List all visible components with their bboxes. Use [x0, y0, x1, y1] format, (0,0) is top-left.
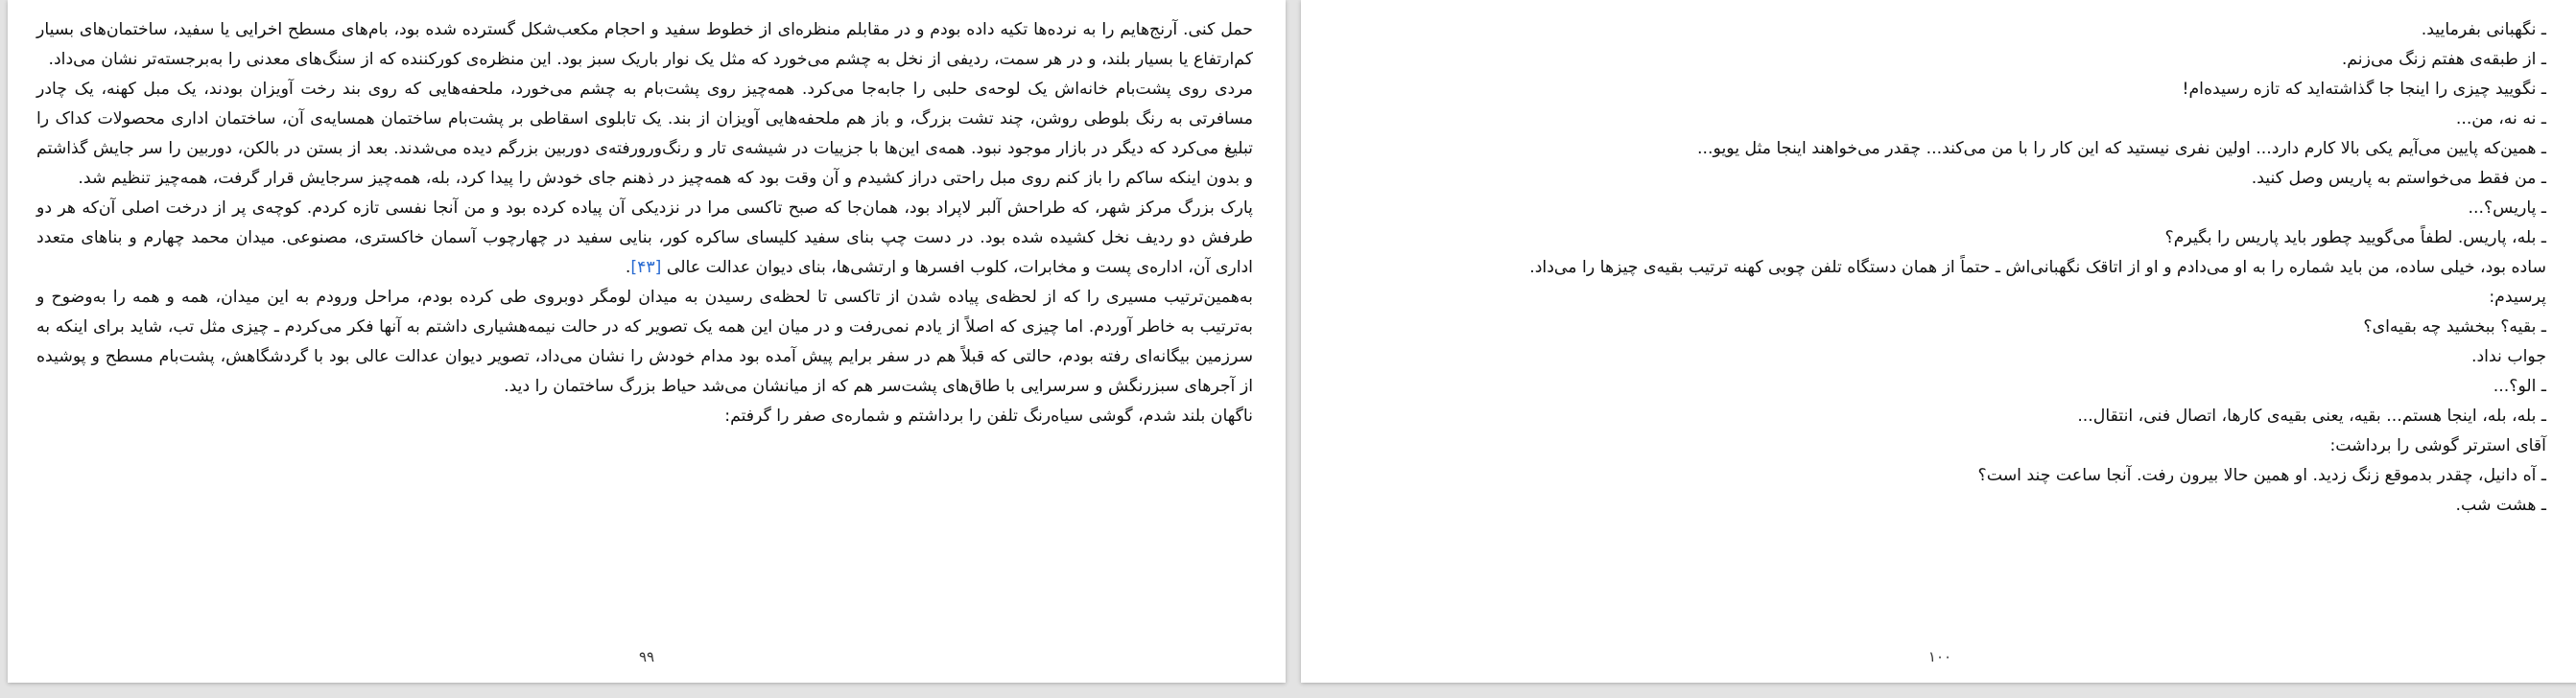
dialogue-line: ـ الو؟...: [2493, 377, 2546, 396]
dialogue-line: ـ همین‌که پایین می‌آیم یکی بالا کارم دارد... اولین نفری نیستید که این کار را با من می‌کند... چقدر می‌خواهند اینجا مثل یویو...: [1697, 139, 2546, 158]
book-page-right: [1301, 0, 2576, 683]
dialogue-line: ـ آه دانیل، چقدر بدموقع زنگ زدید. او همین حالا بیرون رفت. آنجا ساعت چند است؟: [1977, 466, 2546, 485]
narration-line: ساده بود، خیلی ساده، من باید شماره را به او می‌دادم و او از اتاقک نگهبانی‌اش ـ حتماً از همان دستگاه تلفن چوبی کهنه ترتیب بقیه‌ی چیزها را می‌داد.: [1529, 258, 2546, 277]
paragraph: ناگهان بلند شدم، گوشی سیاه‌رنگ تلفن را برداشتم و شماره‌ی صفر را گرفتم:: [724, 407, 1253, 426]
dialogue-line: ـ نه نه، من...: [2455, 109, 2546, 128]
dialogue-line: ـ بقیه؟ ببخشید چه بقیه‌ای؟: [2363, 317, 2546, 337]
dialogue-line: ـ پاریس؟...: [2468, 198, 2546, 218]
paragraph: مردی روی پشت‌بام خانه‌اش یک لوحه‌ی حلبی را جابه‌جا می‌کرد. همه‌چیز روی پشت‌بام به چشم می‌خورد، ملحفه‌هایی که روی بند رخت آویزان بودند، یک مبل کهنه، یک چادر مسافرتی به رنگ بلوطی روشن، چند تشت بزرگ، و باز هم ملحفه‌هایی آویزان از بند. یک تابلوی اسقاطی بر پشت‌بام ساختمان همسایه‌ی آن، ساختمان اداری محصولات کداک را تبلیغ می‌کرد که دیگر در بازار موجود نبود. همه‌ی این‌ها با جزییات در شیشه‌ی تار و رنگ‌ورورفته‌ی دوربین بزرگم دیده می‌شدند. بعد از بستن در بالکن، دوربین را سر جایش گذاشتم و بدون اینکه ساکم را باز کنم روی مبل راحتی دراز کشیدم و آن وقت بود که همه‌چیز در ذهنم جای خودش را پیدا کرد، بله، همه‌چیز سرجایش قرار گرفت، همه‌چیز تنظیم شد.: [36, 80, 1253, 188]
paragraph: حمل کنی. آرنج‌هایم را به نرده‌ها تکیه داده بودم و در مقابلم منظره‌ای از خطوط سفید و احجام مکعب‌شکل گسترده شده بود، بام‌های مسطح اخرایی یا سفید، ساختمان‌های بسیار کم‌ارتفاع یا بسیار بلند، و در هر سمت، ردیفی از نخل به چشم می‌خورد که مثل یک نوار باریک سبز بود. این منظره‌ی کورکننده که از سنگ‌های معدنی را به‌برجسته‌تر نشان می‌داد.: [36, 20, 1253, 69]
book-page-left: [8, 0, 1286, 683]
narration-line: آقای استرتر گوشی را برداشت:: [2329, 436, 2546, 455]
paragraph-text: پارک بزرگ مرکز شهر، که طراحش آلبر لاپراد بود، همان‌جا که صبح تاکسی مرا در نزدیکی آن پیاده کرده بود و من آنجا نفسی تازه کردم. کوچه‌ی پر از درخت اصلی آن‌که هر دو طرفش دو ردیف نخل کشیده شده بود. در دست چپ بنای سفید کلیسای ساکره کور، بنایی سفید در چهارچوب آسمان خاکستری، مصنوعی. میدان محمد چهارم و بناهای متعدد اداری آن، اداره‌ی پست و مخابرات، کلوب افسرها و ارتشی‌ها، بنای دیوان عدالت عالی [۴۳].: [36, 198, 1253, 277]
dialogue-line: ـ هشت شب.: [2455, 496, 2546, 515]
footnote-link[interactable]: [۴۳]: [630, 258, 662, 277]
narration-line: جواب نداد.: [2470, 347, 2546, 366]
dialogue-line: ـ بله، پاریس. لطفاً می‌گویید چطور باید پاریس را بگیرم؟: [2164, 228, 2546, 247]
page-body: [36, 15, 1253, 431]
dialogue-line: ـ بله، بله، اینجا هستم... بقیه، یعنی بقیه‌ی کارها، اتصال فنی، انتقال...: [2077, 407, 2546, 426]
paragraph: [36, 194, 1253, 283]
dialogue-line: ـ نگویید چیزی را اینجا جا گذاشته‌اید که تازه رسیده‌ام!: [2182, 80, 2546, 99]
paragraph: به‌همین‌ترتیب مسیری را که از لحظه‌ی پیاده شدن از تاکسی تا لحظه‌ی رسیدن به میدان لومگر دوبروی طی کرده بودم، مراحل ورودم به این میدان، همه و همه را به‌وضوح و به‌ترتیب به خاطر آوردم. اما چیزی که اصلاً از یادم نمی‌رفت و در میان این همه یک تصویر که در حالت نیمه‌هشیاری داشتم به آنها فکر می‌کردم ـ چیزی مثل تب، شاید برای اینکه به سرزمین بیگانه‌ای رفته بودم، حالتی که قبلاً هم در سفر برایم پیش آمده بود مدام خودش را نشان می‌داد، تصویر دیوان عدالت عالی بود با گردشگاهش، پشت‌بام مسطح و پوشیده از آجرهای سبزرنگش و سرسرایی با طاق‌های پشت‌سر هم که از میانشان می‌شد حیاط بزرگ ساختمان را دید.: [36, 288, 1253, 396]
page-number: ۹۹: [638, 648, 655, 665]
narration-line: پرسیدم:: [2489, 288, 2546, 307]
dialogue-line: ـ من فقط می‌خواستم به پاریس وصل کنید.: [2251, 169, 2546, 188]
dialogue-line: ـ نگهبانی بفرمایید.: [2421, 20, 2546, 39]
dialogue-line: ـ از طبقه‌ی هفتم زنگ می‌زنم.: [2341, 50, 2546, 69]
page-number: ۱۰۰: [1927, 648, 1952, 665]
page-body: [1335, 15, 2546, 521]
